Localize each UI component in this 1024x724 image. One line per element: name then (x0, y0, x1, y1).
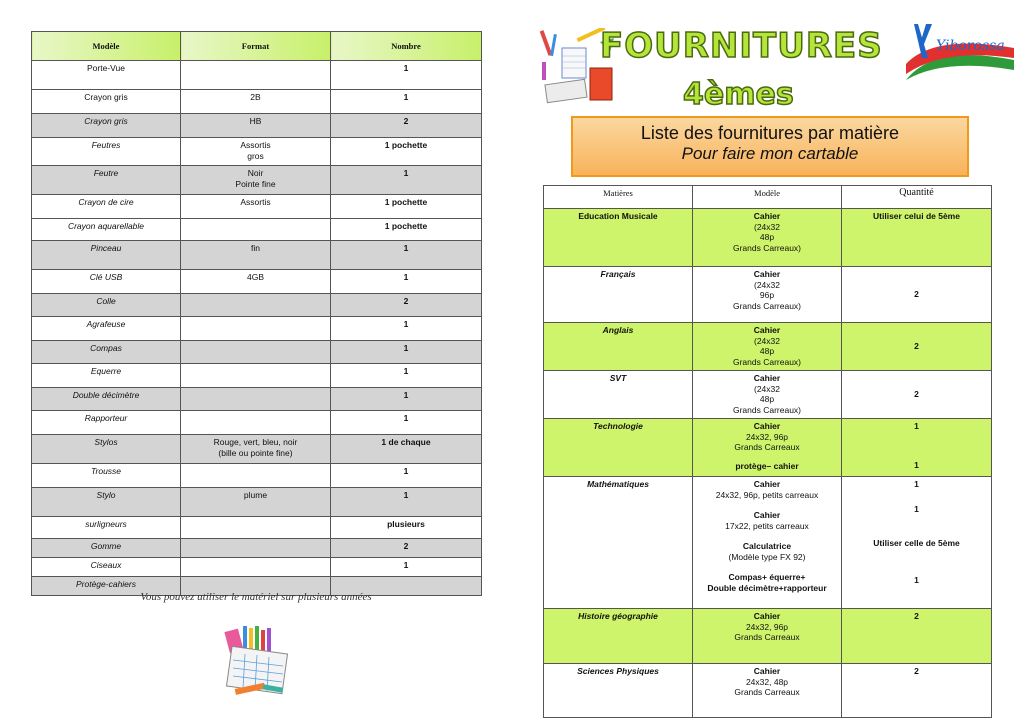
cell-format: 4GB (181, 270, 331, 294)
cell-count: 1 pochette (331, 195, 482, 219)
cell-model: Stylos (32, 435, 181, 464)
cell-qty: 1 1 (842, 419, 992, 477)
table-row (544, 664, 992, 718)
cell-count: 1 (331, 270, 482, 294)
cell-count: 1 pochette (331, 138, 482, 166)
cell-format (181, 558, 331, 577)
cell-count: 2 (331, 114, 482, 138)
table-row (544, 323, 992, 371)
subject-banner (571, 116, 969, 177)
cell-format: Assortis (181, 195, 331, 219)
cell-count: 1 (331, 364, 482, 388)
banner-subtitle: Pour faire mon cartable (681, 144, 859, 163)
cell-model: Cahier 24x32, 96p Grands Carreaux (693, 609, 842, 664)
grade-title: 4èmes (683, 77, 794, 112)
table-row (544, 209, 992, 267)
table-row (544, 371, 992, 419)
cell-count: 1 (331, 388, 482, 411)
cell-qty: 2 (842, 267, 992, 323)
table-row (32, 114, 482, 138)
cell-count: 2 (331, 539, 482, 558)
table-row (544, 419, 992, 477)
cell-count: 1 (331, 488, 482, 517)
school-logo (904, 14, 1016, 82)
table-row (32, 61, 482, 90)
cell-format (181, 411, 331, 435)
cell-format (181, 464, 331, 488)
header-matieres: Matières (544, 186, 693, 209)
cell-subject: Education Musicale (544, 209, 693, 267)
cell-model: Stylo (32, 488, 181, 517)
cell-model: Gomme (32, 539, 181, 558)
cell-model: Cahier 24x32, 96p Grands Carreaux protège– cahier (693, 419, 842, 477)
cell-qty: 1 1 Utiliser celle de 5ème 1 (842, 477, 992, 609)
table-row (32, 464, 482, 488)
table-row (32, 539, 482, 558)
cell-count: 1 (331, 464, 482, 488)
cell-count: 1 (331, 90, 482, 114)
subjects-table-header (544, 186, 992, 209)
header-modele: Modèle (693, 186, 842, 209)
cell-model: Ciseaux (32, 558, 181, 577)
table-row (32, 195, 482, 219)
table-row (32, 364, 482, 388)
cell-model: Rapporteur (32, 411, 181, 435)
cell-model: Crayon aquarellable (32, 219, 181, 241)
cell-qty: 2 (842, 371, 992, 419)
school-supplies-image (219, 624, 297, 702)
cell-format (181, 219, 331, 241)
reuse-note: Vous pouvez utiliser le matériel sur plusieurs années (140, 591, 372, 603)
cell-model: Cahier 24x32, 96p, petits carreaux Cahier 17x22, petits carreaux Calculatrice (Modèle type FX 92) Compas+ équerre+ Double décimètre+rapporteur (693, 477, 842, 609)
table-row (32, 435, 482, 464)
table-row (544, 477, 992, 609)
table-row (32, 270, 482, 294)
cell-count: 1 de chaque (331, 435, 482, 464)
cell-format: Rouge, vert, bleu, noir (bille ou pointe fine) (181, 435, 331, 464)
cell-model: Crayon gris (32, 114, 181, 138)
cell-model: Feutres (32, 138, 181, 166)
cell-count: 1 (331, 241, 482, 270)
header-modele: Modèle (32, 32, 181, 61)
cell-model: Pinceau (32, 241, 181, 270)
cell-count: 1 (331, 317, 482, 341)
cell-model: Double décimètre (32, 388, 181, 411)
cell-model: Crayon gris (32, 90, 181, 114)
cell-model: Crayon de cire (32, 195, 181, 219)
cell-format: plume (181, 488, 331, 517)
cell-model: Feutre (32, 166, 181, 195)
cell-count: 1 pochette (331, 219, 482, 241)
cell-format (181, 317, 331, 341)
header-nombre: Nombre (331, 32, 482, 61)
cell-format: Assortis gros (181, 138, 331, 166)
cell-format (181, 61, 331, 90)
cell-format (181, 539, 331, 558)
table-row (32, 294, 482, 317)
cell-model: Trousse (32, 464, 181, 488)
cell-model: Cahier (24x32 96p Grands Carreaux) (693, 267, 842, 323)
table-row (32, 341, 482, 364)
cell-format (181, 294, 331, 317)
cell-model: Cahier (24x32 48p Grands Carreaux) (693, 209, 842, 267)
cell-model: surligneurs (32, 517, 181, 539)
cell-count: 1 (331, 558, 482, 577)
cell-format: HB (181, 114, 331, 138)
cell-count: 2 (331, 294, 482, 317)
subjects-table (543, 185, 992, 718)
cell-qty: 2 (842, 609, 992, 664)
table-row (32, 558, 482, 577)
table-row (32, 241, 482, 270)
cell-model: Cahier 24x32, 48p Grands Carreaux (693, 664, 842, 718)
supplies-table-header (32, 32, 482, 61)
cell-format (181, 364, 331, 388)
cell-count: 1 (331, 61, 482, 90)
cell-format (181, 517, 331, 539)
cell-qty: 2 (842, 664, 992, 718)
table-row (32, 219, 482, 241)
logo-text: Yiborossa (936, 38, 1005, 54)
cell-subject: SVT (544, 371, 693, 419)
table-row (32, 388, 482, 411)
cell-format (181, 388, 331, 411)
table-row (32, 488, 482, 517)
cell-subject: Français (544, 267, 693, 323)
table-row (32, 317, 482, 341)
cell-format: fin (181, 241, 331, 270)
table-row (32, 166, 482, 195)
cell-count: plusieurs (331, 517, 482, 539)
supplies-table (31, 31, 482, 596)
table-row (32, 517, 482, 539)
cell-model: Protège-cahiers (32, 577, 181, 596)
cell-model: Cahier (24x32 48p Grands Carreaux) (693, 371, 842, 419)
page-title: FOURNITURES (600, 26, 883, 66)
cell-format: Noir Pointe fine (181, 166, 331, 195)
cell-subject: Technologie (544, 419, 693, 477)
cell-model: Agrafeuse (32, 317, 181, 341)
cell-model: Colle (32, 294, 181, 317)
header-format: Format (181, 32, 331, 61)
table-row (544, 609, 992, 664)
table-row (32, 411, 482, 435)
banner-title: Liste des fournitures par matière (640, 123, 900, 143)
header-quantite: Quantité (842, 186, 992, 209)
cell-subject: Sciences Physiques (544, 664, 693, 718)
cell-qty: Utiliser celui de 5ème (842, 209, 992, 267)
cell-model: Equerre (32, 364, 181, 388)
cell-model: Compas (32, 341, 181, 364)
table-row (32, 138, 482, 166)
cell-count: 1 (331, 166, 482, 195)
cell-model: Cahier (24x32 48p Grands Carreaux) (693, 323, 842, 371)
table-row (32, 90, 482, 114)
cell-format (181, 341, 331, 364)
cell-subject: Mathématiques (544, 477, 693, 609)
cell-qty: 2 (842, 323, 992, 371)
table-row (544, 267, 992, 323)
cell-count: 1 (331, 411, 482, 435)
cell-model: Porte-Vue (32, 61, 181, 90)
cell-subject: Histoire géographie (544, 609, 693, 664)
cell-subject: Anglais (544, 323, 693, 371)
cell-model: Clé USB (32, 270, 181, 294)
cell-format: 2B (181, 90, 331, 114)
cell-count: 1 (331, 341, 482, 364)
